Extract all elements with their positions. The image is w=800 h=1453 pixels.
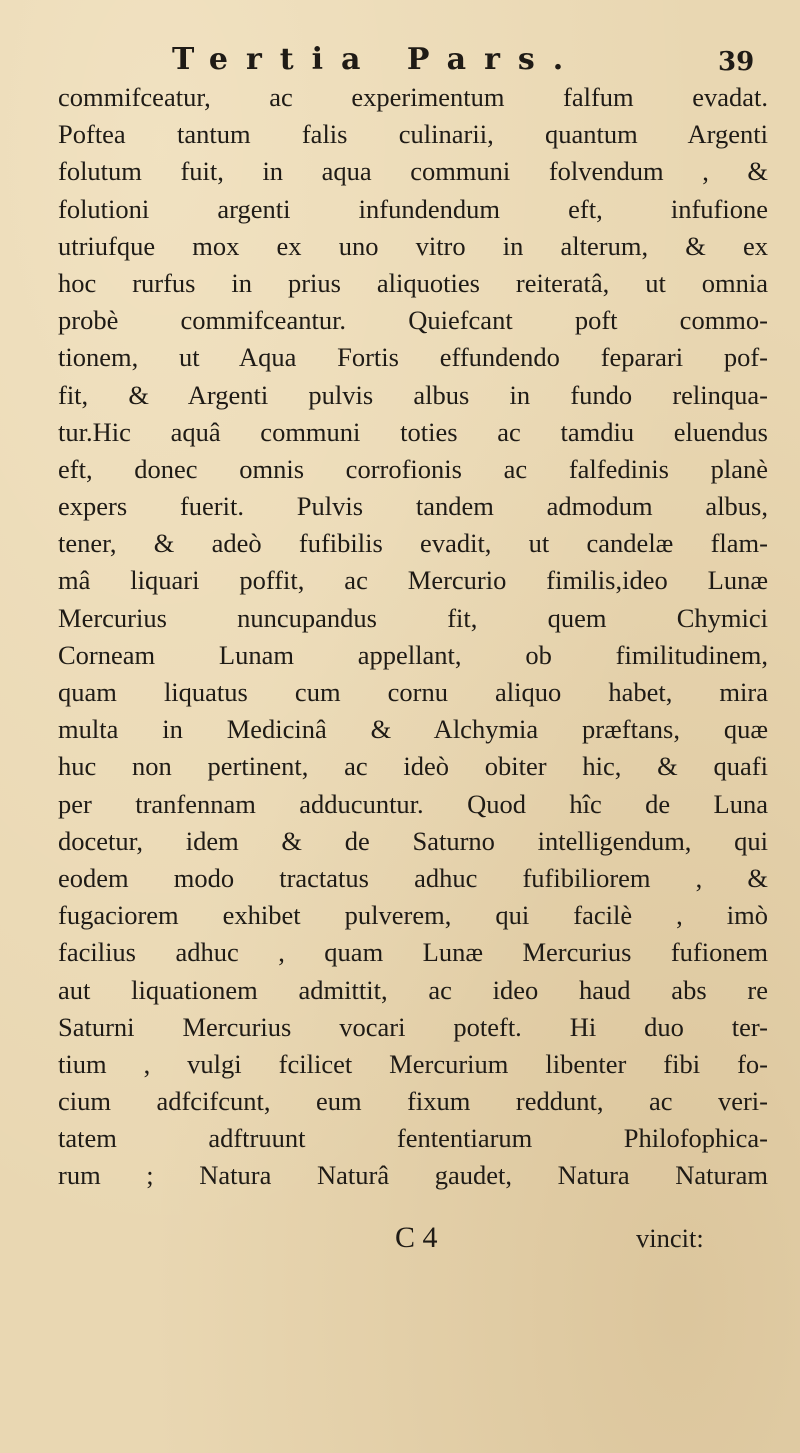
text-line: utriufque mox ex uno vitro in alterum, & ex [58, 230, 768, 261]
text-line: probè commifceantur. Quiefcant poft commo- [58, 305, 768, 336]
text-line: aut liquationem admittit, ac ideo haud abs re [58, 974, 768, 1005]
text-line: quam liquatus cum cornu aliquo habet, mira [58, 677, 768, 707]
text-line: eft, donec omnis corrofionis ac falfedinis planè [58, 453, 768, 484]
text-line: tatem adftruunt fententiarum Philofophica- [58, 1123, 768, 1154]
text-line: hoc rurfus in prius aliquoties reiteratâ, ut omnia [58, 267, 768, 298]
page-footer [0, 1218, 800, 1258]
text-line: Poftea tantum falis culinarii, quantum Argenti [58, 119, 768, 150]
text-line: Corneam Lunam appellant, ob fimilitudinem, [58, 639, 768, 670]
text-line: docetur, idem & de Saturno intelligendum, qui [58, 825, 768, 856]
page-number: 39 [718, 47, 755, 77]
text-line: tionem, ut Aqua Fortis effundendo feparari pof- [58, 342, 768, 373]
text-line: Saturni Mercurius vocari poteft. Hi duo ter- [58, 1011, 768, 1042]
body-text [58, 79, 768, 1195]
text-line: Mercurius nuncupandus fit, quem Chymici [58, 602, 768, 633]
text-line: cium adfcifcunt, eum fixum reddunt, ac veri- [58, 1086, 768, 1117]
text-line: facilius adhuc , quam Lunæ Mercurius fufionem [58, 937, 768, 968]
text-line: mâ liquari poffit, ac Mercurio fimilis,ideo Lunæ [58, 565, 768, 596]
text-line: huc non pertinent, ac ideò obiter hic, & quafi [58, 751, 768, 782]
text-line: rum ; Natura Naturâ gaudet, Natura Naturam [58, 1160, 768, 1191]
text-line: per tranfennam adducuntur. Quod hîc de Luna [58, 788, 768, 819]
catchword: vincit: [636, 1223, 704, 1253]
text-line: tener, & adeò fufibilis evadit, ut candelæ flam- [58, 528, 768, 559]
text-line: multa in Medicinâ & Alchymia præftans, quæ [58, 714, 768, 745]
text-line: tium , vulgi fcilicet Mercurium libenter fibi fo- [58, 1048, 768, 1079]
page-header [0, 40, 800, 80]
text-line: fugaciorem exhibet pulverem, qui facilè , imò [58, 900, 768, 931]
text-line: tur.Hic aquâ communi toties ac tamdiu eluendus [58, 416, 768, 447]
text-line: commifceatur, ac experimentum falfum evadat. [58, 82, 768, 112]
text-line: fit, & Argenti pulvis albus in fundo relinqua- [58, 379, 768, 410]
signature-mark: C 4 [395, 1221, 438, 1254]
text-line: folutioni argenti infundendum eft, infufione [58, 193, 768, 224]
text-line: expers fuerit. Pulvis tandem admodum albus, [58, 491, 768, 522]
text-line: eodem modo tractatus adhuc fufibiliorem , & [58, 862, 768, 893]
text-line: folutum fuit, in aqua communi folvendum , & [58, 156, 768, 187]
running-head: Tertia Pars. [172, 42, 582, 77]
